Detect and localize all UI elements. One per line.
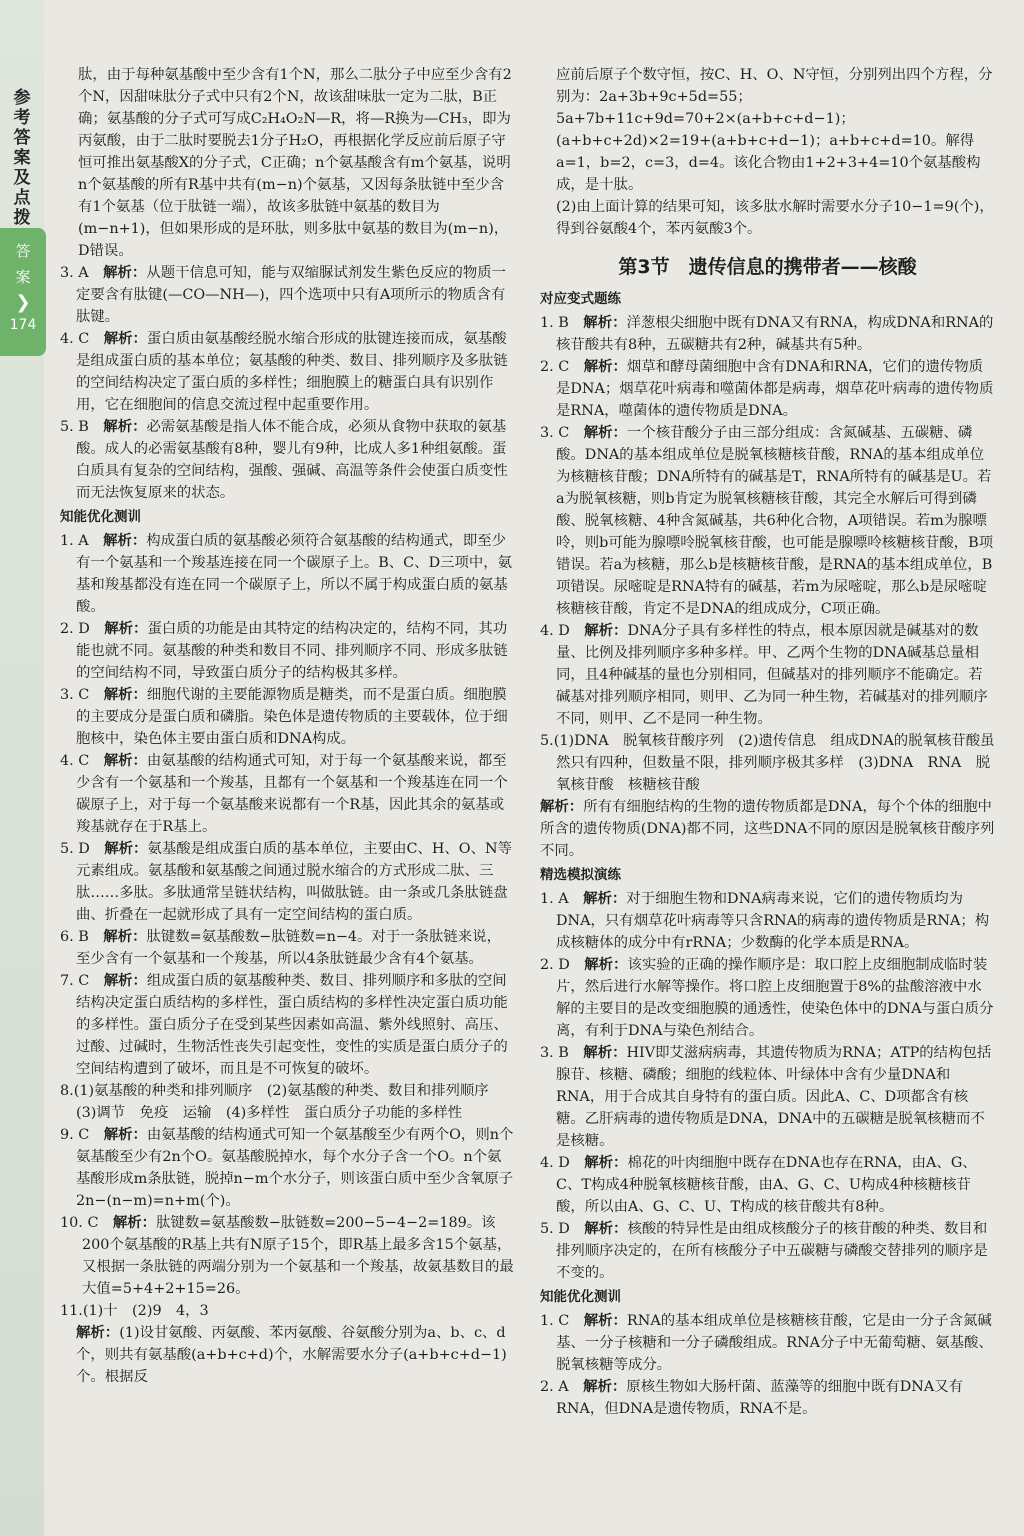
- section-heading: 对应变式题练: [540, 291, 621, 307]
- answer-item: [540, 954, 995, 1042]
- answer-text: DNA分子具有多样性的特点，根本原因就是碱基对的数量、比例及排列顺序多种多样。甲、乙两个生物的DNA碱基总量相同，且4种碱基的量也分别相同，但碱基对的排列顺序不能确定。若碱基对排列顺序相同，则甲、乙为同一种生物，若碱基对的排列顺序不同，则甲、乙不是同一种生物。: [556, 623, 988, 727]
- continued-paragraph: (2)由上面计算的结果可知，该多肽水解时需要水分子10−1=9(个)，得到谷氨酸4个，苯丙氨酸3个。: [556, 199, 994, 237]
- analysis-label: 解析：: [103, 687, 147, 703]
- answer-label: 6. B: [60, 929, 89, 945]
- analysis-label: 解析：: [583, 315, 627, 331]
- answer-item: [540, 888, 995, 954]
- tab-char-1: 答: [15, 242, 31, 260]
- answer-label: 1. C: [540, 1313, 570, 1329]
- analysis-label: 解析：: [103, 1127, 147, 1143]
- answer-item: [60, 262, 515, 328]
- answer-text: 由氨基酸的结构通式可知一个氨基酸至少有两个O，则n个氨基酸至少有2n个O。氨基酸脱掉水，每个水分子含一个O。n个氨基酸形成m条肽链，脱掉n−m个水分子，则该蛋白质中至少含氧原子2n−(n−m)=n+m(个)。: [76, 1127, 514, 1209]
- answer-text: 构成蛋白质的氨基酸必须符合氨基酸的结构通式，即至少有一个氨基和一个羧基连接在同一个碳原子上。B、C、D三项中，氨基和羧基都没有连在同一个碳原子上，所以不属于构成蛋白质的氨基酸。: [76, 533, 513, 615]
- answer-text: HIV即艾滋病病毒，其遗传物质为RNA；ATP的结构包括腺苷、核糖、磷酸；细胞的线粒体、叶绿体中含有少量DNA和RNA，用于合成其自身特有的蛋白质。因此A、C、D项都含有核糖。乙肝病毒的遗传物质是DNA，DNA中的五碳糖是脱氧核糖而不是核糖。: [556, 1045, 992, 1149]
- answer-item: [540, 730, 995, 796]
- answer-label: 5. D: [540, 1221, 570, 1237]
- answer-label: 4. C: [60, 331, 90, 347]
- answer-label: 3. A: [60, 265, 89, 281]
- answer-text: 该实验的正确的操作顺序是：取口腔上皮细胞制成临时装片，然后进行水解等操作。将口腔上皮细胞置于8%的盐酸溶液中水解的主要目的是改变细胞膜的通透性，使染色体中的DNA与蛋白质分离，有利于DNA与染色剂结合。: [556, 957, 994, 1039]
- analysis-label: 解析：: [584, 1221, 628, 1237]
- answer-item: [60, 970, 515, 1080]
- answer-item: [540, 620, 995, 730]
- answer-item: [540, 422, 995, 620]
- answer-text: 肽键数=氨基酸数−肽链数=200−5−4−2=189。该200个氨基酸的R基上共有N原子15个，即R基上最多含15个氨基，又根据一条肽链的两端分别为一个氨基和一个羧基，故氨基数目的最大值=5+4+2+15=26。: [82, 1215, 514, 1297]
- answer-label: 5. D: [60, 841, 90, 857]
- analysis-label: 解析：: [583, 359, 627, 375]
- sidebar-title: 参考答案及点拨: [13, 88, 31, 228]
- answer-text: 蛋白质的功能是由其特定的结构决定的，结构不同，其功能也就不同。氨基酸的种类和数目不同、排列顺序不同、形成多肽链的空间结构不同，导致蛋白质分子的结构极其多样。: [76, 621, 508, 681]
- answer-item: [60, 926, 515, 970]
- answer-text: 烟草和酵母菌细胞中含有DNA和RNA，它们的遗传物质是DNA；烟草花叶病毒和噬菌体都是病毒，烟草花叶病毒的遗传物质是RNA，噬菌体的遗传物质是DNA。: [556, 359, 994, 419]
- answer-item: [60, 416, 515, 504]
- answer-item: [60, 684, 515, 750]
- analysis-label: 解析：: [584, 623, 628, 639]
- continued-paragraph: 肽，由于每种氨基酸中至少含有1个N，那么二肽分子中应至少含有2个N，因甜味肽分子式中只有2个N，故该甜味肽一定为二肽，B正确；氨基酸的分子式可写成C₂H₄O₂N—R，将—R换为—CH₃，即为丙氨酸，由于二肽时要脱去1分子H₂O，再根据化学反应前后原子守恒可推出氨基酸X的分子式，C正确；n个氨基酸含有m个氨基，说明n个氨基酸的所有R基中共有(m−n)个氨基，又因每条肽链中至少含有1个氨基（位于肽链一端），故该多肽链中氨基的数目为(m−n+1)，但如果形成的是环肽，则多肽中氨基的数目为(m−n)，D错误。: [78, 67, 512, 259]
- answer-item: [540, 1376, 995, 1420]
- answer-text: 蛋白质由氨基酸经脱水缩合形成的肽键连接而成，氨基酸是组成蛋白质的基本单位；氨基酸的种类、数目、排列顺序及多肽链的空间结构决定了蛋白质的多样性；细胞膜上的糖蛋白具有识别作用，它在细胞间的信息交流过程中起重要作用。: [76, 331, 508, 413]
- analysis-label: 解析：: [540, 799, 584, 815]
- answer-item: [540, 1042, 995, 1152]
- answer-label: 7. C: [60, 973, 90, 989]
- answer-label: 2. D: [60, 621, 90, 637]
- analysis-label: 解析：: [103, 533, 147, 549]
- answer-label: 3. C: [60, 687, 90, 703]
- answer-label: 2. C: [540, 359, 570, 375]
- continued-paragraph: 应前后原子个数守恒，按C、H、O、N守恒，分别列出四个方程，分别为：2a+3b+9c+5d=55；5a+7b+11c+9d=70+2×(a+b+c+d−1)；(a+b+c+2d)×2=19+(a+b+c+d−1)；a+b+c+d=10。解得a=1，b=2，c=3，d=4。该化合物由1+2+3+4=10个氨基酸构成，是十肽。: [556, 67, 993, 193]
- analysis-label: 解析：: [583, 425, 627, 441]
- answer-text: 一个核苷酸分子由三部分组成：含氮碱基、五碳糖、磷酸。DNA的基本组成单位是脱氧核糖核苷酸，RNA的基本组成单位为核糖核苷酸；DNA所特有的碱基是T，RNA所特有的碱基是U。若a为脱氧核糖，则b肯定为脱氧核糖核苷酸，其完全水解后可得到磷酸、脱氧核糖、4种含氮碱基，共6种化合物，A项错误。若m为腺嘌呤，则b可能为腺嘌呤脱氧核苷酸，也可能是腺嘌呤核糖核苷酸，B项错误。若a为核糖，那么b是核糖核苷酸，是RNA的基本组成单位，B项错误。尿嘧啶是RNA特有的碱基，若m为尿嘧啶，那么b是尿嘧啶核糖核苷酸，肯定不是DNA的组成成分，C项正确。: [556, 425, 994, 617]
- answer-item: [540, 1152, 995, 1218]
- answer-text: RNA的基本组成单位是核糖核苷酸，它是由一分子含氮碱基、一分子核糖和一分子磷酸组成。RNA分子中无葡萄糖、氨基酸、脱氧核糖等成分。: [556, 1313, 993, 1373]
- tab-char-2: 案: [15, 268, 31, 286]
- section-heading: 精选模拟演练: [540, 867, 621, 883]
- answer-item: [60, 1124, 515, 1212]
- section-heading: 知能优化测训: [60, 509, 141, 525]
- answer-label: 3. C: [540, 425, 570, 441]
- answer-label: 4. D: [540, 1155, 570, 1171]
- answer-label: 11.: [60, 1303, 83, 1319]
- answer-item: [60, 838, 515, 926]
- answer-item: [60, 1080, 515, 1124]
- analysis-label: 解析：: [103, 265, 147, 281]
- answer-text: 由氨基酸的结构通式可知，对于每一个氨基酸来说，都至少含有一个氨基和一个羧基，且都有一个氨基和一个羧基连在同一个碳原子上，对于每一个氨基酸来说都有一个R基，因此其余的氨基或羧基就存在于R基上。: [76, 753, 508, 835]
- answer-text: 氨基酸是组成蛋白质的基本单位，主要由C、H、O、N等元素组成。氨基酸和氨基酸之间通过脱水缩合的方式形成二肽、三肽……多肽。多肽通常呈链状结构，叫做肽链。由一条或几条肽链盘曲、折叠在一起就形成了具有一定空间结构的蛋白质。: [76, 841, 512, 923]
- section-heading: 知能优化测训: [540, 1289, 621, 1305]
- answer-label: 5.: [540, 733, 554, 749]
- analysis-paragraph: [60, 1322, 515, 1388]
- analysis-paragraph: [540, 796, 995, 862]
- analysis-label: 解析：: [76, 1325, 120, 1341]
- answer-text: 细胞代谢的主要能源物质是糖类，而不是蛋白质。细胞膜的主要成分是蛋白质和磷脂。染色体是遗传物质的主要载体，位于细胞核中，染色体主要由蛋白质和DNA构成。: [76, 687, 508, 747]
- answer-text: (1)设甘氨酸、丙氨酸、苯丙氨酸、谷氨酸分别为a、b、c、d个，则共有氨基酸(a+b+c+d)个，水解需要水分子(a+b+c+d−1)个。根据反: [76, 1325, 507, 1385]
- answer-text: 核酸的特异性是由组成核酸分子的核苷酸的种类、数目和排列顺序决定的，在所有核酸分子中五碳糖与磷酸交替排列的顺序是不变的。: [556, 1221, 988, 1281]
- section-title: 第3节 遗传信息的携带者——核酸: [618, 256, 917, 278]
- answer-label: 2. A: [540, 1379, 569, 1395]
- answer-label: 1. A: [60, 533, 89, 549]
- answer-item: [60, 1300, 515, 1322]
- answer-item: [540, 356, 995, 422]
- answer-text: 从题干信息可知，能与双缩脲试剂发生紫色反应的物质一定要含有肽键(—CO—NH—)，四个选项中只有A项所示的物质含有肽键。: [76, 265, 507, 325]
- answer-item: [540, 1310, 995, 1376]
- answer-tab: [0, 228, 46, 356]
- answer-item: [60, 530, 515, 618]
- answer-text: 洋葱根尖细胞中既有DNA又有RNA，构成DNA和RNA的核苷酸共有8种，五碳糖共有2种，碱基共有5种。: [556, 315, 994, 353]
- answer-item: [540, 1218, 995, 1284]
- left-column: [60, 64, 515, 1388]
- answer-label: 10. C: [60, 1215, 99, 1231]
- answer-short: (1)十 (2)9 4，3: [82, 1303, 209, 1319]
- page-number: 174: [9, 317, 37, 333]
- analysis-label: 解析：: [104, 621, 148, 637]
- answer-item: [540, 312, 995, 356]
- chevron-right-icon: ❯: [15, 292, 31, 313]
- analysis-label: 解析：: [584, 1155, 628, 1171]
- side-margin: [0, 0, 44, 1536]
- answer-text: 所有有细胞结构的生物的遗传物质都是DNA，每个个体的细胞中所含的遗传物质(DNA)都不同，这些DNA不同的原因是脱氧核苷酸序列不同。: [540, 799, 995, 859]
- answer-text: 棉花的叶肉细胞中既存在DNA也存在RNA，由A、G、C、T构成4种脱氧核糖核苷酸，由A、G、C、U构成4种核糖核苷酸，所以由A、G、C、U、T构成的核苷酸共有8种。: [556, 1155, 977, 1215]
- answer-label: 3. B: [540, 1045, 569, 1061]
- analysis-label: 解析：: [583, 891, 627, 907]
- answer-label: 4. C: [60, 753, 90, 769]
- answer-text: 必需氨基酸是指人体不能合成，必须从食物中获取的氨基酸。成人的必需氨基酸有8种，婴儿有9种，比成人多1种组氨酸。蛋白质具有复杂的空间结构，强酸、强碱、高温等条件会使蛋白质变性而无法恢复原来的状态。: [76, 419, 508, 501]
- analysis-label: 解析：: [104, 841, 148, 857]
- right-column: [540, 64, 995, 1420]
- answer-label: 2. D: [540, 957, 570, 973]
- answer-item: [60, 750, 515, 838]
- answer-label: 1. A: [540, 891, 569, 907]
- analysis-label: 解析：: [112, 1215, 157, 1231]
- answer-item: [60, 328, 515, 416]
- answer-text: 肽键数=氨基酸数−肽链数=n−4。对于一条肽链来说，至少含有一个氨基和一个羧基，所以4条肽链最少含有4个氨基。: [76, 929, 501, 967]
- answer-short: (1)DNA 脱氧核苷酸序列 (2)遗传信息 组成DNA的脱氧核苷酸虽然只有四种，但数量不限，排列顺序极其多样 (3)DNA RNA 脱氧核苷酸 核糖核苷酸: [553, 733, 995, 793]
- analysis-label: 解析：: [103, 331, 147, 347]
- analysis-label: 解析：: [583, 1379, 627, 1395]
- analysis-label: 解析：: [584, 957, 628, 973]
- analysis-label: 解析：: [103, 929, 147, 945]
- answer-text: 对于细胞生物和DNA病毒来说，它们的遗传物质均为DNA，只有烟草花叶病毒等只含RNA的病毒的遗传物质是RNA；构成核糖体的成分中有rRNA；少数酶的化学本质是RNA。: [556, 891, 990, 951]
- answer-label: 4. D: [540, 623, 570, 639]
- answer-item: [60, 618, 515, 684]
- answer-text: 组成蛋白质的氨基酸种类、数目、排列顺序和多肽的空间结构决定蛋白质结构的多样性，蛋白质结构的多样性决定蛋白质功能的多样性。蛋白质分子在受到某些因素如高温、紫外线照射、高压、过酸、过碱时，生物活性丧失引起变性，变性的实质是蛋白质分子的空间结构遭到了破坏，而且是不可恢复的破坏。: [76, 973, 508, 1077]
- answer-label: 5. B: [60, 419, 89, 435]
- analysis-label: 解析：: [103, 753, 147, 769]
- answer-text: 原核生物如大肠杆菌、蓝藻等的细胞中既有DNA又有RNA，但DNA是遗传物质，RNA不是。: [556, 1379, 964, 1417]
- analysis-label: 解析：: [103, 973, 147, 989]
- answer-text: (1)氨基酸的种类和排列顺序 (2)氨基酸的种类、数目和排列顺序 (3)调节 免疫 运输 (4)多样性 蛋白质分子功能的多样性: [73, 1083, 504, 1121]
- answer-item: [60, 1212, 515, 1300]
- answer-label: 8.: [60, 1083, 74, 1099]
- analysis-label: 解析：: [583, 1313, 627, 1329]
- analysis-label: 解析：: [103, 419, 147, 435]
- answer-label: 1. B: [540, 315, 569, 331]
- answer-label: 9. C: [60, 1127, 90, 1143]
- analysis-label: 解析：: [583, 1045, 627, 1061]
